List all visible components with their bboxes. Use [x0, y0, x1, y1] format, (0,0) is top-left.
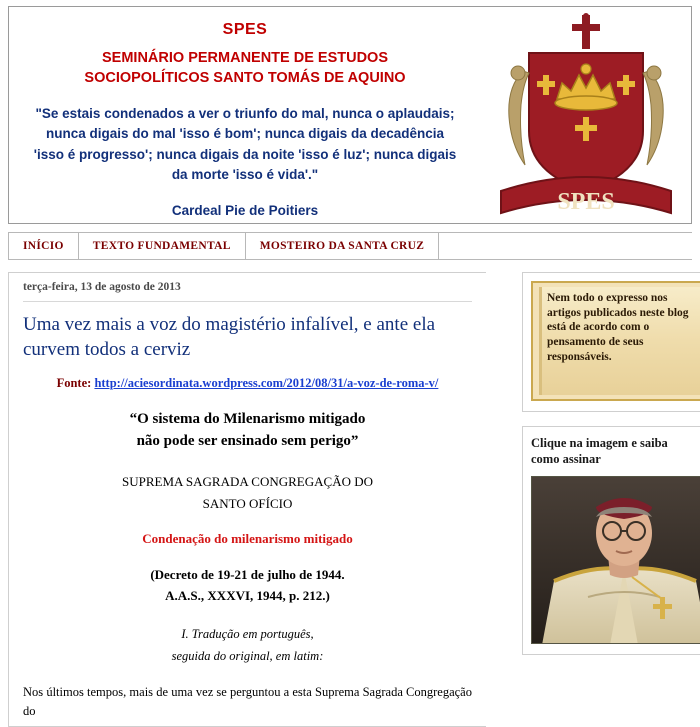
issuing-body	[23, 471, 472, 515]
site-name-line-2: SOCIOPOLÍTICOS SANTO TOMÁS DE AQUINO	[84, 69, 406, 86]
source-link[interactable]: http://aciesordinata.wordpress.com/2012/08/31/a-voz-de-roma-v/	[94, 376, 439, 391]
pull-quote-line-2: não pode ser ensinado sem perigo”	[136, 432, 359, 449]
content-area	[0, 272, 700, 727]
translation-note-line-1: I. Tradução em português,	[181, 627, 314, 642]
subscribe-caption-line-2: como assinar	[531, 452, 601, 467]
post-title: Uma vez mais a voz do magistério infalível, e ante ela curvem todos a cerviz	[23, 314, 436, 361]
source-label: Fonte:	[56, 376, 92, 391]
post-pull-quote	[23, 409, 472, 453]
coat-of-arms-icon	[489, 13, 685, 218]
sidebar	[522, 272, 700, 669]
post-date: terça-feira, 13 de agosto de 2013	[23, 281, 472, 302]
post-container	[8, 272, 486, 727]
sidebar-subscribe-caption	[531, 435, 700, 468]
main-navigation	[8, 232, 692, 260]
bishop-portrait-image[interactable]	[531, 476, 700, 644]
banner-quote: "Se estais condenados a ver o triunfo do mal, nunca o aplaudais; nunca digais do mal 'isso é bom'; nunca digais da decadência 'isso é progresso'; nunca digais da noite 'isso é luz'; nunca digais da morte 'isso é vida'."	[33, 106, 457, 182]
svg-text:SPES: SPES	[557, 189, 615, 215]
banner-quote-author: Cardeal Pie de Poitiers	[171, 203, 319, 219]
translation-note	[23, 624, 472, 667]
site-name-line-1: SEMINÁRIO PERMANENTE DE ESTUDOS	[102, 50, 388, 66]
parchment-scroll-icon	[531, 281, 700, 401]
nav-item-texto-fundamental[interactable]: TEXTO FUNDAMENTAL	[79, 233, 246, 259]
decree-reference	[23, 565, 472, 607]
nav-item-mosteiro-da-santa-cruz[interactable]: MOSTEIRO DA SANTA CRUZ	[246, 233, 440, 259]
post-body-paragraph: Nos últimos tempos, mais de uma vez se perguntou a esta Suprema Sagrada Congregação do	[23, 684, 472, 718]
site-name	[19, 49, 471, 88]
site-acronym: SPES	[222, 21, 268, 38]
nav-item-inicio[interactable]: INÍCIO	[8, 233, 79, 259]
pull-quote-line-1: “O sistema do Milenarismo mitigado	[129, 411, 366, 428]
banner-text-block	[9, 7, 481, 223]
issuing-body-line-1: SUPREMA SAGRADA CONGREGAÇÃO DO	[121, 473, 373, 489]
post-source	[23, 376, 472, 391]
decree-line-1: (Decreto de 19-21 de julho de 1944.	[150, 566, 345, 582]
issuing-body-line-2: SANTO OFÍCIO	[202, 495, 293, 511]
decree-line-2: A.A.S., XXXVI, 1944, p. 212.)	[165, 587, 330, 603]
sidebar-disclaimer-widget	[522, 272, 700, 412]
sidebar-subscribe-widget[interactable]	[522, 426, 700, 655]
sidebar-disclaimer-text: Nem todo o expresso nos artigos publicados neste blog está de acordo com o pensamento de seus responsáveis.	[547, 292, 689, 363]
condemnation-heading: Condenação do milenarismo mitigado	[142, 530, 353, 546]
subscribe-caption-line-1: Clique na imagem e saiba	[531, 436, 668, 450]
site-banner	[8, 6, 692, 224]
crest-area	[481, 7, 691, 223]
translation-note-line-2: seguida do original, em latim:	[171, 648, 324, 663]
